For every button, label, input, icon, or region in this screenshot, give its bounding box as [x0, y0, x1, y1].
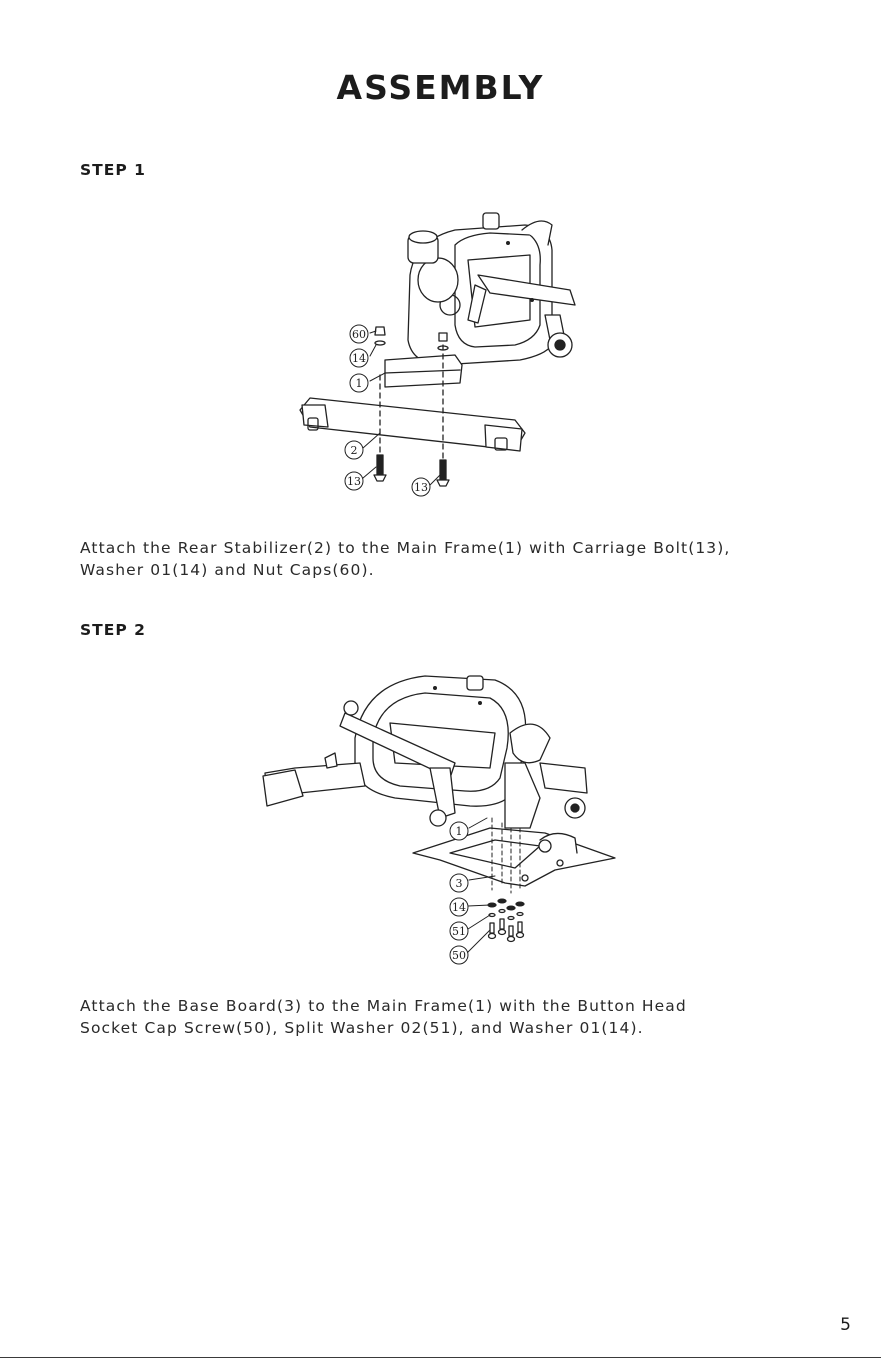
- carriage-bolts: [374, 455, 449, 486]
- main-frame-drawing: [385, 213, 575, 387]
- callout-60: 60: [352, 328, 366, 341]
- callout-1: 1: [455, 825, 463, 838]
- main-frame-drawing: [340, 676, 587, 828]
- callout-1: 1: [355, 377, 363, 390]
- callout-14: 14: [352, 352, 366, 365]
- step-1-heading: STEP 1: [80, 161, 146, 179]
- rear-stabilizer-drawing: [300, 398, 525, 451]
- step-1-description: [80, 537, 800, 581]
- hardware-stack: [488, 899, 524, 941]
- page-number: 5: [840, 1315, 851, 1335]
- step-2-description-line-2: Socket Cap Screw(50), Split Washer 02(51), and Washer 01(14).: [80, 1019, 644, 1037]
- callout-14: 14: [452, 901, 466, 914]
- callout-13-right: 13: [414, 481, 428, 494]
- step-1-description-line-2: Washer 01(14) and Nut Caps(60).: [80, 561, 375, 579]
- callout-13-left: 13: [347, 475, 361, 488]
- step-2-heading: STEP 2: [80, 621, 146, 639]
- callout-2: 2: [350, 444, 358, 457]
- callout-3: 3: [455, 877, 463, 890]
- callout-51: 51: [452, 925, 466, 938]
- step-2-illustration: [255, 668, 625, 973]
- step-2-description-line-1: Attach the Base Board(3) to the Main Frame(1) with the Button Head: [80, 997, 687, 1015]
- step-2-description: [80, 995, 800, 1039]
- front-stabilizer-drawing: [263, 753, 365, 806]
- bottom-rule: [0, 1357, 881, 1358]
- page-title: ASSEMBLY: [336, 68, 545, 107]
- step-1-illustration: [290, 205, 590, 505]
- callout-50: 50: [452, 949, 466, 962]
- base-board-drawing: [413, 828, 615, 886]
- step-1-description-line-1: Attach the Rear Stabilizer(2) to the Main Frame(1) with Carriage Bolt(13),: [80, 539, 731, 557]
